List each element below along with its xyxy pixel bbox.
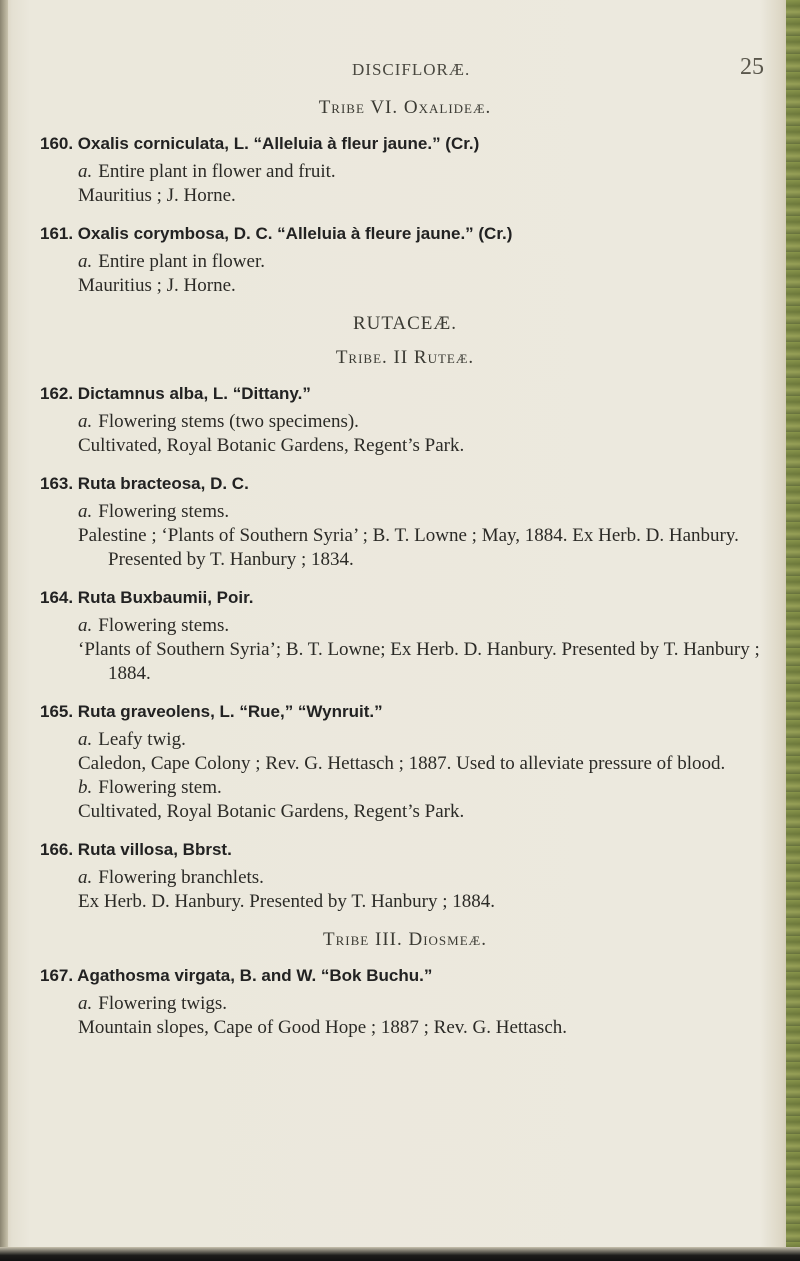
entry-title: 160. Oxalis corniculata, L. “Alleluia à fleur jaune.” (Cr.) xyxy=(40,134,480,153)
specimen-letter: a. xyxy=(78,729,93,750)
specimen-item xyxy=(78,410,770,434)
specimen-item xyxy=(78,250,770,274)
running-title: DISCIFLORÆ. xyxy=(352,60,471,79)
page-gutter-shadow xyxy=(0,0,8,1261)
catalogue-entry xyxy=(40,700,770,824)
specimen-description: Entire plant in flower. xyxy=(98,251,265,272)
specimen-provenance: Cultivated, Royal Botanic Gardens, Regent’s Park. xyxy=(78,801,465,822)
catalogue-entry xyxy=(40,964,770,1040)
specimen-provenance: Palestine ; ‘Plants of Southern Syria’ ; B. T. Lowne ; May, 1884. Ex Herb. D. Hanbury. Presented by T. Hanbury ; 1834. xyxy=(78,525,739,570)
specimen-item xyxy=(78,992,770,1016)
running-head xyxy=(0,54,800,82)
catalogue-entry xyxy=(40,472,770,572)
catalogue-entry xyxy=(40,586,770,686)
entry-title: 164. Ruta Buxbaumii, Poir. xyxy=(40,588,254,607)
tribe-heading: Tribe III. Diosmeæ. xyxy=(323,929,487,950)
entry-title: 163. Ruta bracteosa, D. C. xyxy=(40,474,249,493)
specimen-provenance: Mauritius ; J. Horne. xyxy=(78,275,236,296)
page-edge-binding xyxy=(786,0,800,1261)
specimen-provenance: Caledon, Cape Colony ; Rev. G. Hettasch ; 1887. Used to alleviate pressure of blood. xyxy=(78,753,726,774)
specimen-letter: a. xyxy=(78,161,93,182)
entry-title: 161. Oxalis corymbosa, D. C. “Alleluia à fleure jaune.” (Cr.) xyxy=(40,224,513,243)
entry-title: 167. Agathosma virgata, B. and W. “Bok Buchu.” xyxy=(40,966,433,985)
specimen-description: Flowering stems. xyxy=(98,615,230,636)
page-number: 25 xyxy=(740,54,764,80)
specimen-provenance: Ex Herb. D. Hanbury. Presented by T. Hanbury ; 1884. xyxy=(78,891,496,912)
entry-title: 166. Ruta villosa, Bbrst. xyxy=(40,840,232,859)
catalogue-entry xyxy=(40,132,770,208)
page-bottom-edge xyxy=(0,1247,800,1261)
specimen-description: Leafy twig. xyxy=(98,729,186,750)
specimen-item xyxy=(78,160,770,184)
specimen-letter: a. xyxy=(78,501,93,522)
tribe-heading: Tribe VI. Oxalideæ. xyxy=(318,97,492,118)
entry-title: 165. Ruta graveolens, L. “Rue,” “Wynruit.” xyxy=(40,702,383,721)
specimen-item xyxy=(78,866,770,890)
specimen-letter: a. xyxy=(78,867,93,888)
specimen-description: Flowering branchlets. xyxy=(98,867,264,888)
tribe-heading: Tribe. II Ruteæ. xyxy=(335,347,475,368)
catalogue-entry xyxy=(40,838,770,914)
specimen-description: Flowering stem. xyxy=(98,777,222,798)
specimen-item xyxy=(78,614,770,638)
specimen-item xyxy=(78,776,770,800)
specimen-provenance: Cultivated, Royal Botanic Gardens, Regent’s Park. xyxy=(78,435,465,456)
catalogue-entry xyxy=(40,382,770,458)
specimen-letter: b. xyxy=(78,777,93,798)
catalogue-entry xyxy=(40,222,770,298)
specimen-description: Flowering twigs. xyxy=(98,993,228,1014)
specimen-item xyxy=(78,500,770,524)
specimen-letter: a. xyxy=(78,251,93,272)
specimen-description: Flowering stems (two specimens). xyxy=(98,411,359,432)
entry-title: 162. Dictamnus alba, L. “Dittany.” xyxy=(40,384,311,403)
specimen-letter: a. xyxy=(78,615,93,636)
specimen-letter: a. xyxy=(78,993,93,1014)
specimen-item xyxy=(78,728,770,752)
specimen-provenance: Mauritius ; J. Horne. xyxy=(78,185,236,206)
specimen-provenance: Mountain slopes, Cape of Good Hope ; 1887 ; Rev. G. Hettasch. xyxy=(78,1017,567,1038)
specimen-letter: a. xyxy=(78,411,93,432)
specimen-description: Flowering stems. xyxy=(98,501,230,522)
specimen-provenance: ‘Plants of Southern Syria’; B. T. Lowne; Ex Herb. D. Hanbury. Presented by T. Hanbury ; 1884. xyxy=(78,639,760,684)
page-content xyxy=(40,90,770,1054)
specimen-description: Entire plant in flower and fruit. xyxy=(98,161,336,182)
family-heading: RUTACEÆ. xyxy=(352,313,458,334)
